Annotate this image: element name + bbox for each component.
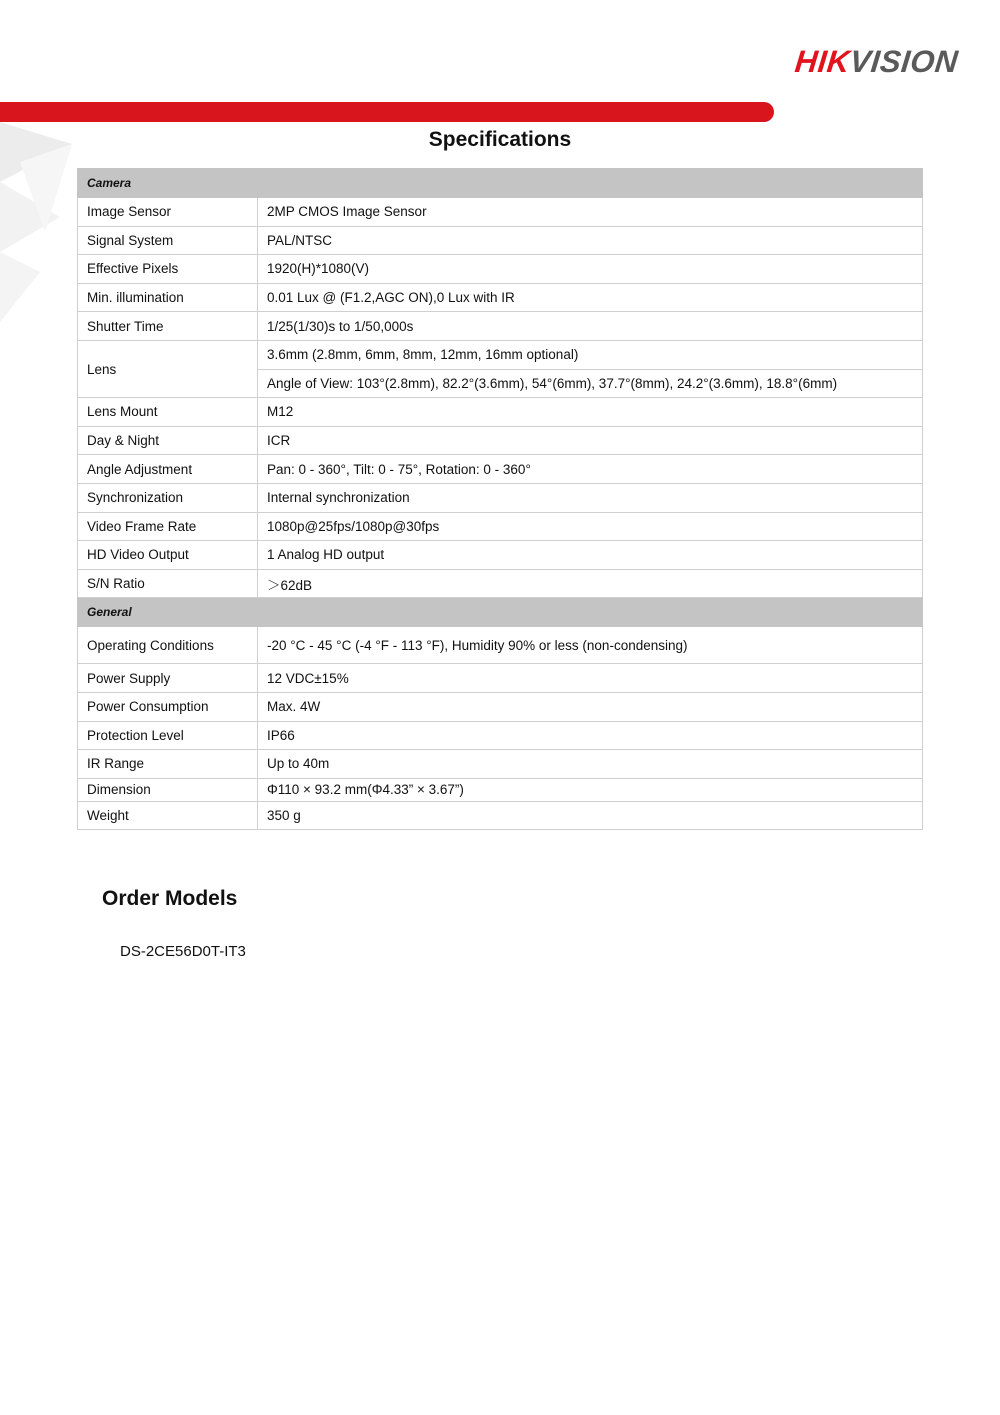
table-row — [78, 483, 923, 512]
table-row — [78, 569, 923, 598]
spec-key: Weight — [78, 801, 258, 830]
table-row — [78, 226, 923, 255]
spec-value: 1080p@25fps/1080p@30fps — [258, 512, 923, 541]
spec-key: Power Consumption — [78, 692, 258, 721]
spec-value: Pan: 0 - 360°, Tilt: 0 - 75°, Rotation: 0 - 360° — [258, 455, 923, 484]
order-model-number: DS-2CE56D0T-IT3 — [120, 943, 246, 960]
section-header-camera — [78, 169, 923, 198]
spec-value: 1920(H)*1080(V) — [258, 255, 923, 284]
spec-value: -20 °C - 45 °C (-4 °F - 113 °F), Humidity 90% or less (non-condensing) — [258, 627, 923, 664]
table-row — [78, 455, 923, 484]
spec-key: Operating Conditions — [78, 627, 258, 664]
table-row — [78, 426, 923, 455]
spec-key: Signal System — [78, 226, 258, 255]
spec-value: Max. 4W — [258, 692, 923, 721]
page-title: Specifications — [428, 128, 572, 151]
spec-value: Φ110 × 93.2 mm(Φ4.33” × 3.67”) — [258, 778, 923, 801]
spec-key: Protection Level — [78, 721, 258, 750]
spec-key: IR Range — [78, 750, 258, 779]
table-row — [78, 283, 923, 312]
spec-key: Day & Night — [78, 426, 258, 455]
spec-key: Shutter Time — [78, 312, 258, 341]
spec-key: Dimension — [78, 778, 258, 801]
spec-value: 1/25(1/30)s to 1/50,000s — [258, 312, 923, 341]
decorative-triangles-icon — [0, 122, 75, 332]
spec-value: Angle of View: 103°(2.8mm), 82.2°(3.6mm), 54°(6mm), 37.7°(8mm), 24.2°(3.6mm), 18.8°(6mm) — [258, 369, 923, 398]
table-row — [78, 255, 923, 284]
spec-value: 0.01 Lux @ (F1.2,AGC ON),0 Lux with IR — [258, 283, 923, 312]
spec-key: Lens Mount — [78, 398, 258, 427]
spec-key: Power Supply — [78, 664, 258, 693]
table-row — [78, 750, 923, 779]
table-row — [78, 721, 923, 750]
spec-value: Up to 40m — [258, 750, 923, 779]
brand-logo-part1: HIK — [793, 44, 852, 79]
spec-value: 1 Analog HD output — [258, 541, 923, 570]
table-row — [78, 198, 923, 227]
table-row — [78, 801, 923, 830]
spec-key: S/N Ratio — [78, 569, 258, 598]
spec-value: ＞62dB — [258, 569, 923, 598]
table-row — [78, 512, 923, 541]
specifications-table — [77, 168, 923, 830]
spec-value: Internal synchronization — [258, 483, 923, 512]
spec-value: PAL/NTSC — [258, 226, 923, 255]
order-models-heading: Order Models — [102, 887, 238, 910]
table-row — [78, 778, 923, 801]
table-row — [78, 664, 923, 693]
spec-value: M12 — [258, 398, 923, 427]
section-label: General — [78, 598, 923, 627]
table-row — [78, 541, 923, 570]
spec-value: 350 g — [258, 801, 923, 830]
spec-key: Effective Pixels — [78, 255, 258, 284]
spec-key: Synchronization — [78, 483, 258, 512]
spec-key: Lens — [78, 340, 258, 397]
spec-value: IP66 — [258, 721, 923, 750]
table-row — [78, 398, 923, 427]
brand-logo — [793, 44, 960, 80]
table-row — [78, 692, 923, 721]
spec-value: 3.6mm (2.8mm, 6mm, 8mm, 12mm, 16mm optional) — [258, 340, 923, 369]
spec-key: Angle Adjustment — [78, 455, 258, 484]
brand-logo-part2: VISION — [848, 44, 960, 79]
table-row — [78, 340, 923, 369]
spec-key: Image Sensor — [78, 198, 258, 227]
section-label: Camera — [78, 169, 923, 198]
section-header-general — [78, 598, 923, 627]
spec-value: 12 VDC±15% — [258, 664, 923, 693]
header-red-bar — [0, 102, 774, 122]
spec-value: 2MP CMOS Image Sensor — [258, 198, 923, 227]
spec-key: Video Frame Rate — [78, 512, 258, 541]
spec-value: ICR — [258, 426, 923, 455]
table-row — [78, 312, 923, 341]
table-row — [78, 627, 923, 664]
spec-key: HD Video Output — [78, 541, 258, 570]
spec-key: Min. illumination — [78, 283, 258, 312]
